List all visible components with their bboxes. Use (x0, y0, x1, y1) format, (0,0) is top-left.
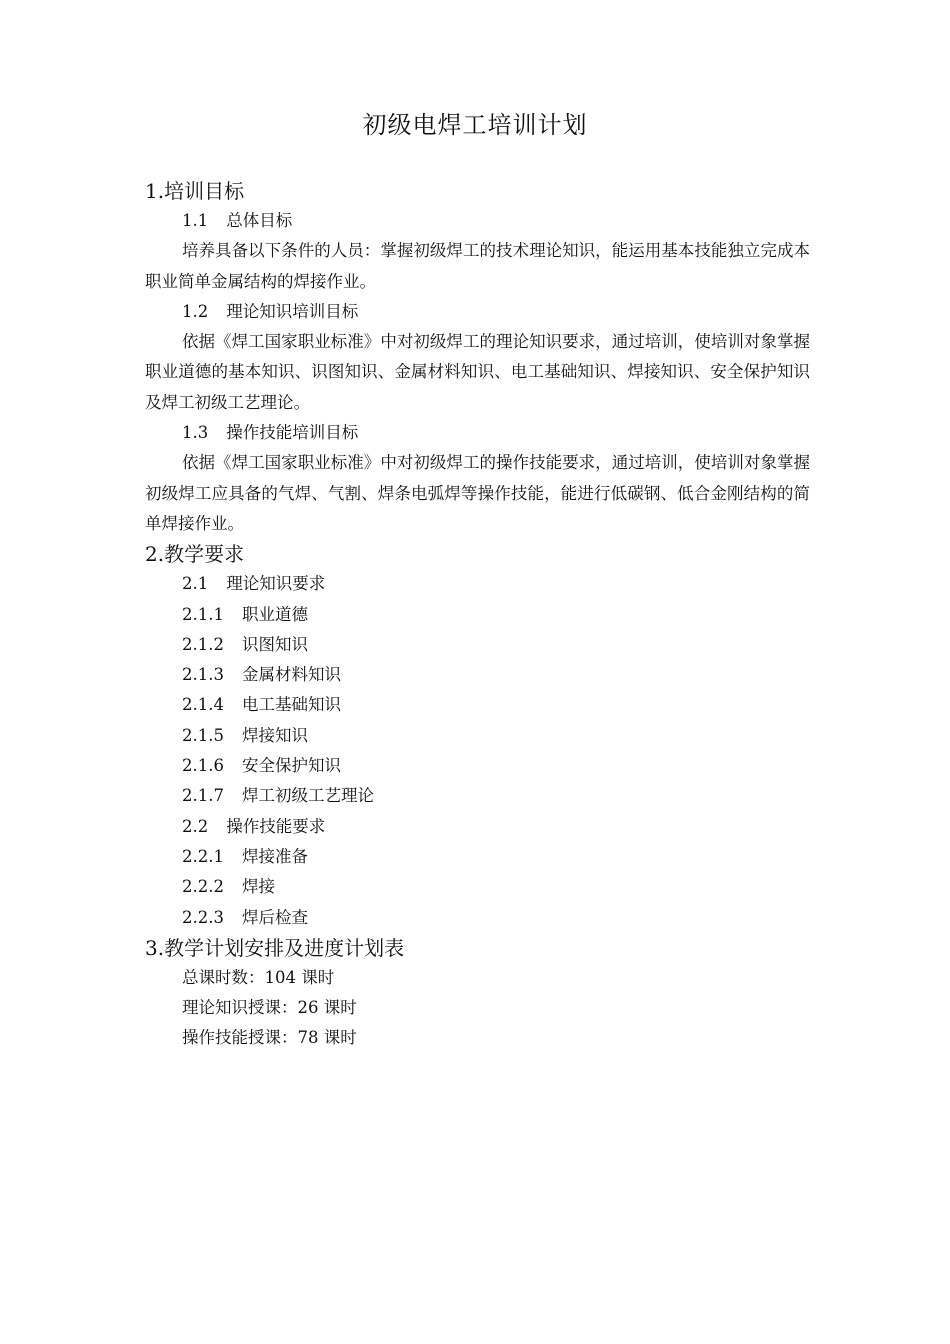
list-item (145, 630, 810, 660)
subsection-heading-skill-goal (145, 418, 810, 448)
list-item (145, 660, 810, 690)
theory-hours: 理论知识授课：26 课时 (182, 998, 357, 1018)
list-item (145, 751, 810, 781)
subsection-heading-theory-requirements (145, 569, 810, 599)
subsection-heading-skill-requirements (145, 812, 810, 842)
subsection-heading-overall-goal (145, 206, 810, 236)
item-number: 2.1.2 (182, 634, 224, 654)
subsection-label: 总体目标 (226, 211, 293, 230)
total-hours: 总课时数：104 课时 (182, 967, 335, 987)
subsection-number: 2.2 (182, 816, 209, 836)
item-label: 金属材料知识 (241, 665, 341, 685)
section-heading-training-goals: 1.培训目标 (145, 179, 245, 203)
item-number: 2.2.2 (182, 877, 224, 897)
list-item (145, 903, 810, 933)
list-item (145, 781, 810, 811)
paragraph-skill-goal: 依据《焊工国家职业标准》中对初级焊工的操作技能要求，通过培训，使培训对象掌握初级焊工应具备的气焊、气割、焊条电弧焊等操作技能，能进行低碳钢、低合金刚结构的简单焊接作业。 (145, 453, 810, 533)
item-label: 焊工初级工艺理论 (241, 786, 374, 806)
list-item (145, 842, 810, 872)
subsection-number: 1.3 (182, 423, 209, 443)
document-title: 初级电焊工培训计划 (362, 111, 588, 139)
paragraph-overall-goal: 培养具备以下条件的人员：掌握初级焊工的技术理论知识，能运用基本技能独立完成本职业简单金属结构的焊接作业。 (145, 241, 810, 291)
subsection-label: 理论知识培训目标 (226, 301, 359, 321)
item-label: 职业道德 (241, 604, 308, 624)
subsection-heading-theory-goal (145, 297, 810, 327)
section-heading-teaching-requirements: 2.教学要求 (145, 542, 245, 567)
item-label: 焊接 (241, 877, 275, 897)
item-label: 识图知识 (241, 634, 308, 654)
item-number: 2.1.1 (182, 604, 224, 624)
item-number: 2.2.1 (182, 846, 224, 866)
subsection-number: 2.1 (182, 574, 209, 594)
subsection-label: 理论知识要求 (226, 574, 326, 594)
item-label: 焊接知识 (241, 725, 308, 745)
subsection-number: 1.1 (182, 211, 209, 230)
item-number: 2.1.3 (182, 665, 224, 685)
list-item (145, 600, 810, 630)
item-number: 2.1.5 (182, 725, 224, 745)
item-number: 2.2.3 (182, 907, 224, 927)
item-label: 安全保护知识 (241, 756, 341, 776)
subsection-label: 操作技能要求 (226, 816, 326, 836)
item-label: 焊后检查 (241, 907, 308, 927)
section-heading-teaching-plan: 3.教学计划安排及进度计划表 (145, 935, 405, 960)
subsection-number: 1.2 (182, 301, 209, 321)
paragraph-theory-goal: 依据《焊工国家职业标准》中对初级焊工的理论知识要求，通过培训，使培训对象掌握职业道德的基本知识、识图知识、金属材料知识、电工基础知识、焊接知识、安全保护知识及焊工初级工艺理论。 (145, 332, 810, 412)
list-item (145, 872, 810, 902)
item-number: 2.1.4 (182, 695, 224, 715)
skill-hours: 操作技能授课：78 课时 (182, 1028, 357, 1048)
document-body (145, 176, 810, 1054)
subsection-label: 操作技能培训目标 (226, 423, 359, 443)
list-item (145, 690, 810, 720)
item-number: 2.1.7 (182, 786, 224, 806)
item-number: 2.1.6 (182, 756, 224, 776)
item-label: 焊接准备 (241, 846, 308, 866)
item-label: 电工基础知识 (241, 695, 341, 715)
list-item (145, 721, 810, 751)
